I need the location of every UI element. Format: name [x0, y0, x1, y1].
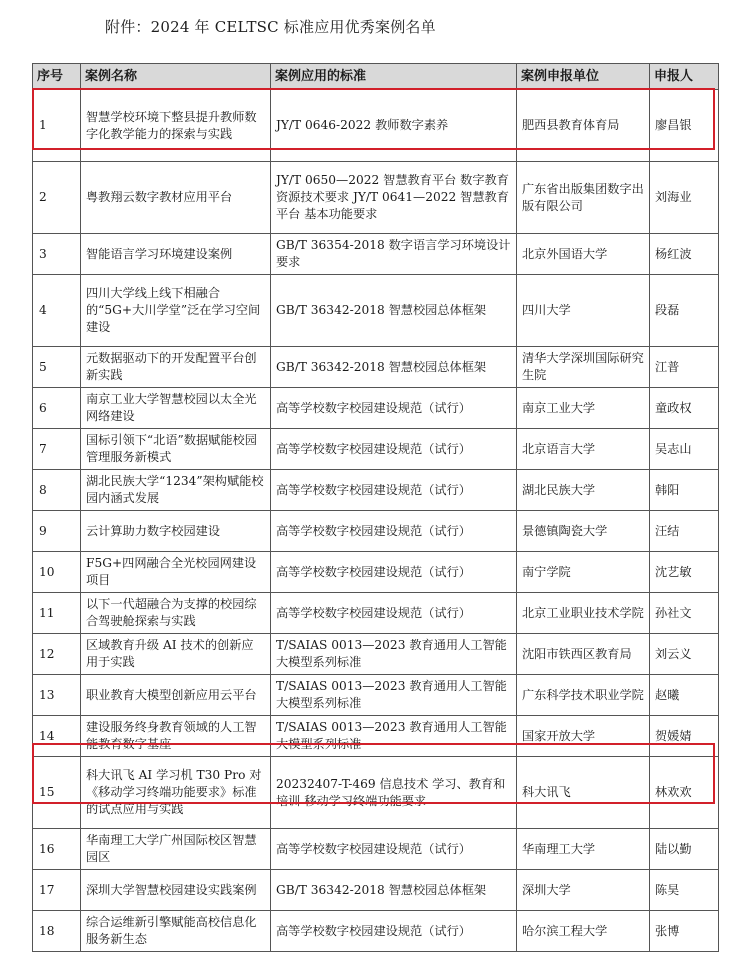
row-seq: 8 [33, 470, 81, 511]
table-row [33, 234, 719, 275]
row-unit: 南宁学院 [517, 552, 650, 593]
row-unit: 肥西县教育体育局 [517, 90, 650, 162]
row-seq: 4 [33, 275, 81, 347]
row-standard: T/SAIAS 0013—2023 教育通用人工智能大模型系列标准 [271, 634, 517, 675]
row-standard: 高等学校数字校园建设规范（试行） [271, 470, 517, 511]
row-applicant: 廖昌银 [650, 90, 719, 162]
table-row [33, 275, 719, 347]
row-applicant: 赵曦 [650, 675, 719, 716]
row-standard: T/SAIAS 0013—2023 教育通用人工智能大模型系列标准 [271, 675, 517, 716]
table-row [33, 675, 719, 716]
table-row [33, 552, 719, 593]
table-row [33, 429, 719, 470]
row-applicant: 刘云义 [650, 634, 719, 675]
row-case-name: 湖北民族大学“1234”架构赋能校园内涵式发展 [81, 470, 271, 511]
row-applicant: 林欢欢 [650, 757, 719, 829]
column-header-seq: 序号 [33, 64, 81, 90]
row-unit: 国家开放大学 [517, 716, 650, 757]
row-seq: 16 [33, 829, 81, 870]
row-applicant: 贺媛婧 [650, 716, 719, 757]
row-seq: 13 [33, 675, 81, 716]
row-unit: 清华大学深圳国际研究生院 [517, 347, 650, 388]
row-applicant: 段磊 [650, 275, 719, 347]
table-row [33, 511, 719, 552]
row-applicant: 陈昊 [650, 870, 719, 911]
row-unit: 四川大学 [517, 275, 650, 347]
row-unit: 景德镇陶瓷大学 [517, 511, 650, 552]
row-unit: 沈阳市铁西区教育局 [517, 634, 650, 675]
row-seq: 3 [33, 234, 81, 275]
row-case-name: 智能语言学习环境建设案例 [81, 234, 271, 275]
row-seq: 7 [33, 429, 81, 470]
row-unit: 深圳大学 [517, 870, 650, 911]
row-case-name: 粤教翔云数字教材应用平台 [81, 162, 271, 234]
row-seq: 9 [33, 511, 81, 552]
row-applicant: 吴志山 [650, 429, 719, 470]
column-header-applicant: 申报人 [650, 64, 719, 90]
table-row [33, 829, 719, 870]
table-row [33, 162, 719, 234]
row-applicant: 汪结 [650, 511, 719, 552]
row-seq: 10 [33, 552, 81, 593]
row-standard: 高等学校数字校园建设规范（试行） [271, 429, 517, 470]
row-unit: 南京工业大学 [517, 388, 650, 429]
row-unit: 湖北民族大学 [517, 470, 650, 511]
row-seq: 1 [33, 90, 81, 162]
row-standard: JY/T 0650—2022 智慧教育平台 数字教育资源技术要求 JY/T 0641—2022 智慧教育平台 基本功能要求 [271, 162, 517, 234]
row-case-name: 云计算助力数字校园建设 [81, 511, 271, 552]
row-unit: 华南理工大学 [517, 829, 650, 870]
column-header-standard: 案例应用的标准 [271, 64, 517, 90]
row-standard: 20232407-T-469 信息技术 学习、教育和培训 移动学习终端功能要求 [271, 757, 517, 829]
row-case-name: 深圳大学智慧校园建设实践案例 [81, 870, 271, 911]
row-unit: 科大讯飞 [517, 757, 650, 829]
table-row [33, 870, 719, 911]
row-applicant: 陆以勤 [650, 829, 719, 870]
row-seq: 14 [33, 716, 81, 757]
row-unit: 北京工业职业技术学院 [517, 593, 650, 634]
row-case-name: 综合运维新引擎赋能高校信息化服务新生态 [81, 911, 271, 952]
row-case-name: 智慧学校环境下整县提升教师数字化教学能力的探索与实践 [81, 90, 271, 162]
row-applicant: 江普 [650, 347, 719, 388]
row-seq: 6 [33, 388, 81, 429]
row-standard: 高等学校数字校园建设规范（试行） [271, 829, 517, 870]
row-case-name: 华南理工大学广州国际校区智慧园区 [81, 829, 271, 870]
row-case-name: 四川大学线上线下相融合的“5G+大川学堂”泛在学习空间建设 [81, 275, 271, 347]
row-unit: 北京语言大学 [517, 429, 650, 470]
row-standard: GB/T 36354-2018 数字语言学习环境设计要求 [271, 234, 517, 275]
row-standard: GB/T 36342-2018 智慧校园总体框架 [271, 275, 517, 347]
row-standard: 高等学校数字校园建设规范（试行） [271, 388, 517, 429]
row-unit: 广东科学技术职业学院 [517, 675, 650, 716]
case-list-table [32, 63, 719, 952]
row-standard: GB/T 36342-2018 智慧校园总体框架 [271, 347, 517, 388]
table-row [33, 757, 719, 829]
row-seq: 2 [33, 162, 81, 234]
row-applicant: 杨红波 [650, 234, 719, 275]
row-case-name: F5G+四网融合全光校园网建设项目 [81, 552, 271, 593]
document-title: 附件：2024 年 CELTSC 标准应用优秀案例名单 [105, 18, 436, 36]
row-seq: 5 [33, 347, 81, 388]
table-row [33, 90, 719, 162]
row-case-name: 区域教育升级 AI 技术的创新应用于实践 [81, 634, 271, 675]
row-unit: 哈尔滨工程大学 [517, 911, 650, 952]
row-case-name: 建设服务终身教育领域的人工智能教育数字基座 [81, 716, 271, 757]
row-applicant: 韩阳 [650, 470, 719, 511]
row-standard: JY/T 0646-2022 教师数字素养 [271, 90, 517, 162]
row-applicant: 童政权 [650, 388, 719, 429]
table-row [33, 347, 719, 388]
column-header-unit: 案例申报单位 [517, 64, 650, 90]
row-standard: 高等学校数字校园建设规范（试行） [271, 911, 517, 952]
row-case-name: 以下一代超融合为支撑的校园综合驾驶舱探索与实践 [81, 593, 271, 634]
table-row [33, 911, 719, 952]
row-standard: 高等学校数字校园建设规范（试行） [271, 511, 517, 552]
row-case-name: 元数据驱动下的开发配置平台创新实践 [81, 347, 271, 388]
row-applicant: 孙社文 [650, 593, 719, 634]
row-seq: 12 [33, 634, 81, 675]
row-case-name: 国标引领下“北语”数据赋能校园管理服务新模式 [81, 429, 271, 470]
row-case-name: 南京工业大学智慧校园以太全光网络建设 [81, 388, 271, 429]
row-applicant: 沈艺敏 [650, 552, 719, 593]
row-standard: 高等学校数字校园建设规范（试行） [271, 593, 517, 634]
table-header-row [33, 64, 719, 90]
table-row [33, 716, 719, 757]
row-seq: 11 [33, 593, 81, 634]
row-unit: 广东省出版集团数字出版有限公司 [517, 162, 650, 234]
row-standard: GB/T 36342-2018 智慧校园总体框架 [271, 870, 517, 911]
row-unit: 北京外国语大学 [517, 234, 650, 275]
row-applicant: 张博 [650, 911, 719, 952]
row-applicant: 刘海业 [650, 162, 719, 234]
row-standard: T/SAIAS 0013—2023 教育通用人工智能大模型系列标准 [271, 716, 517, 757]
table-row [33, 593, 719, 634]
row-seq: 15 [33, 757, 81, 829]
row-case-name: 职业教育大模型创新应用云平台 [81, 675, 271, 716]
row-standard: 高等学校数字校园建设规范（试行） [271, 552, 517, 593]
row-seq: 17 [33, 870, 81, 911]
table-row [33, 470, 719, 511]
table-row [33, 388, 719, 429]
row-case-name: 科大讯飞 AI 学习机 T30 Pro 对《移动学习终端功能要求》标准的试点应用与实践 [81, 757, 271, 829]
column-header-case-name: 案例名称 [81, 64, 271, 90]
table-row [33, 634, 719, 675]
row-seq: 18 [33, 911, 81, 952]
